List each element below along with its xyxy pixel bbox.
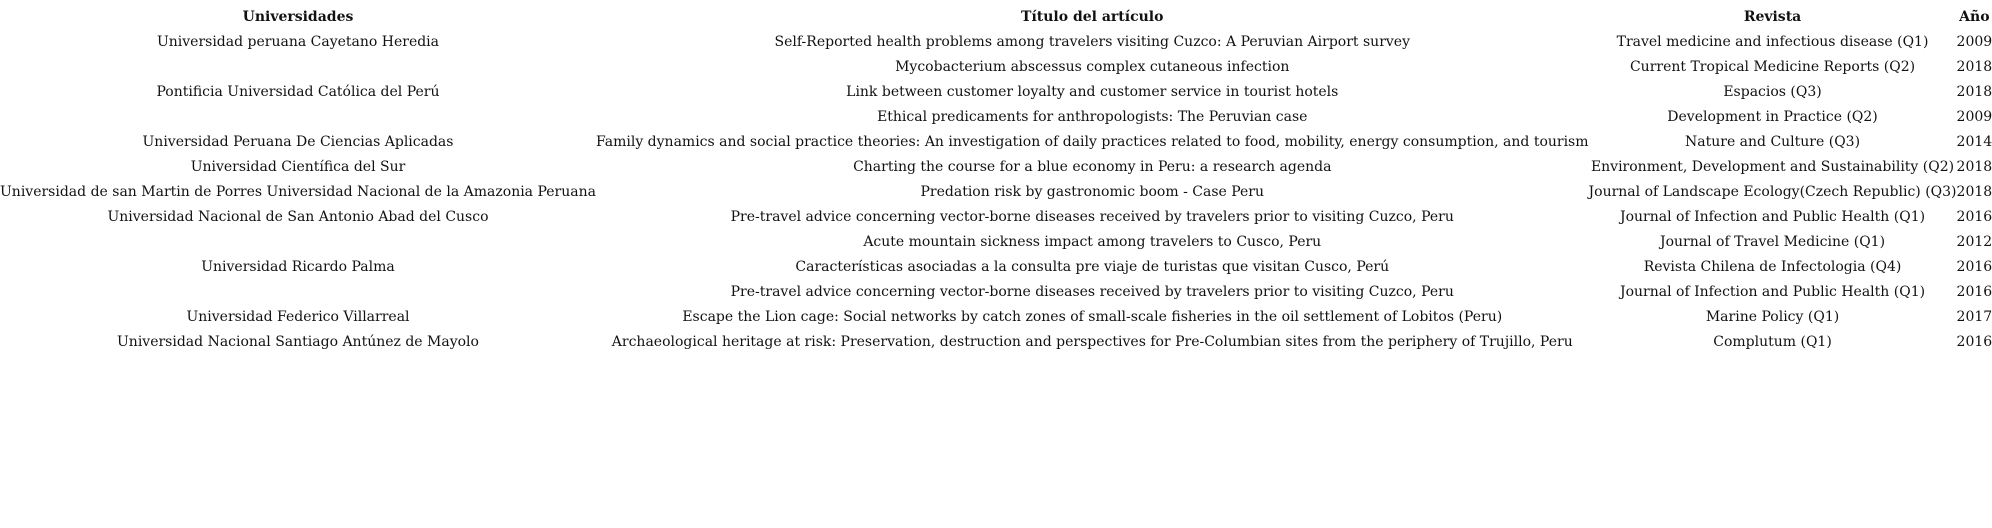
table-row xyxy=(0,104,1992,129)
cell-anio: 2017 xyxy=(1956,308,1992,325)
cell-revista: Nature and Culture (Q3) xyxy=(1685,133,1861,150)
cell-universidad: Pontificia Universidad Católica del Perú xyxy=(156,83,440,100)
cell-revista: Marine Policy (Q1) xyxy=(1705,308,1840,325)
cell-universidad xyxy=(0,229,596,254)
cell-revista: Travel medicine and infectious disease (Q1) xyxy=(1616,33,1929,50)
cell-titulo: Archaeological heritage at risk: Preservation, destruction and perspectives for Pre-Columbian sites from the periphery of Trujillo, Peru xyxy=(611,333,1573,350)
table-row xyxy=(0,54,1992,79)
table-header xyxy=(0,4,1992,29)
table-row xyxy=(0,179,1992,204)
cell-anio: 2009 xyxy=(1956,108,1992,125)
cell-universidad xyxy=(0,279,596,304)
cell-universidad: Universidad de san Martin de Porres Universidad Nacional de la Amazonia Peruana xyxy=(0,183,596,200)
cell-anio: 2016 xyxy=(1956,333,1992,350)
cell-revista: Journal of Infection and Public Health (Q1) xyxy=(1619,208,1926,225)
cell-revista: Development in Practice (Q2) xyxy=(1667,108,1878,125)
header-revista: Revista xyxy=(1743,8,1802,25)
cell-titulo: Mycobacterium abscessus complex cutaneous infection xyxy=(895,58,1290,75)
cell-universidad: Universidad Nacional Santiago Antúnez de Mayolo xyxy=(117,333,479,350)
table-row xyxy=(0,279,1992,304)
cell-universidad xyxy=(0,54,596,79)
cell-revista: Complutum (Q1) xyxy=(1713,333,1832,350)
header-universidades: Universidades xyxy=(242,8,354,25)
header-row xyxy=(0,4,1992,29)
cell-universidad: Universidad peruana Cayetano Heredia xyxy=(156,33,440,50)
table-row xyxy=(0,304,1992,329)
table-row xyxy=(0,254,1992,279)
cell-anio: 2009 xyxy=(1956,33,1992,50)
publications-table-container xyxy=(0,4,1992,354)
cell-titulo: Pre-travel advice concerning vector-borne diseases received by travelers prior to visiting Cuzco, Peru xyxy=(730,283,1454,300)
cell-anio: 2018 xyxy=(1956,83,1992,100)
cell-revista: Revista Chilena de Infectologia (Q4) xyxy=(1643,258,1902,275)
cell-revista: Current Tropical Medicine Reports (Q2) xyxy=(1629,58,1916,75)
publications-table xyxy=(0,4,1992,354)
cell-titulo: Charting the course for a blue economy in Peru: a research agenda xyxy=(853,158,1332,175)
cell-revista: Journal of Landscape Ecology(Czech Republic) (Q3) xyxy=(1588,183,1957,200)
cell-revista: Journal of Travel Medicine (Q1) xyxy=(1660,233,1886,250)
cell-titulo: Escape the Lion cage: Social networks by catch zones of small-scale fisheries in the oil settlement of Lobitos (Peru) xyxy=(682,308,1503,325)
cell-titulo: Self-Reported health problems among travelers visiting Cuzco: A Peruvian Airport survey xyxy=(774,33,1410,50)
cell-anio: 2014 xyxy=(1956,133,1992,150)
cell-anio: 2018 xyxy=(1956,158,1992,175)
cell-revista: Espacios (Q3) xyxy=(1723,83,1822,100)
table-row xyxy=(0,204,1992,229)
cell-titulo: Ethical predicaments for anthropologists: The Peruvian case xyxy=(877,108,1308,125)
cell-anio: 2018 xyxy=(1956,58,1992,75)
table-row xyxy=(0,79,1992,104)
cell-titulo: Link between customer loyalty and customer service in tourist hotels xyxy=(846,83,1339,100)
cell-universidad: Universidad Ricardo Palma xyxy=(201,258,395,275)
cell-anio: 2016 xyxy=(1956,283,1992,300)
cell-titulo: Pre-travel advice concerning vector-borne diseases received by travelers prior to visiting Cuzco, Peru xyxy=(730,208,1454,225)
cell-titulo: Family dynamics and social practice theories: An investigation of daily practices related to food, mobility, energy consumption, and tourism xyxy=(595,133,1589,150)
cell-universidad: Universidad Científica del Sur xyxy=(190,158,406,175)
table-body xyxy=(0,29,1992,354)
table-row xyxy=(0,129,1992,154)
header-titulo: Título del artículo xyxy=(1021,8,1164,25)
cell-anio: 2016 xyxy=(1956,208,1992,225)
cell-anio: 2016 xyxy=(1956,258,1992,275)
cell-universidad: Universidad Peruana De Ciencias Aplicadas xyxy=(142,133,454,150)
cell-titulo: Características asociadas a la consulta pre viaje de turistas que visitan Cusco, Perú xyxy=(795,258,1390,275)
table-row xyxy=(0,29,1992,54)
cell-universidad: Universidad Nacional de San Antonio Abad del Cusco xyxy=(107,208,489,225)
cell-revista: Journal of Infection and Public Health (Q1) xyxy=(1619,283,1926,300)
cell-titulo: Predation risk by gastronomic boom - Case Peru xyxy=(920,183,1265,200)
table-row xyxy=(0,229,1992,254)
table-row xyxy=(0,154,1992,179)
cell-universidad xyxy=(0,104,596,129)
cell-universidad: Universidad Federico Villarreal xyxy=(186,308,410,325)
cell-anio: 2018 xyxy=(1956,183,1992,200)
cell-titulo: Acute mountain sickness impact among travelers to Cusco, Peru xyxy=(863,233,1322,250)
header-anio: Año xyxy=(1959,8,1990,25)
cell-anio: 2012 xyxy=(1956,233,1992,250)
cell-revista: Environment, Development and Sustainability (Q2) xyxy=(1590,158,1955,175)
table-row xyxy=(0,329,1992,354)
